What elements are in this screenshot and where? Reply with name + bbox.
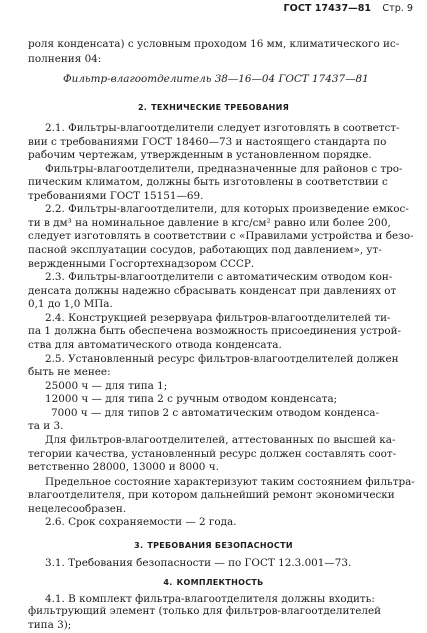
section-title	[0, 103, 427, 112]
text-line: 3.1. Требования безопасности — по ГОСТ 12.3.001—73.	[45, 556, 352, 569]
standard-number: ГОСТ 17437—81	[283, 3, 372, 14]
text-line: типа 3);	[28, 619, 72, 631]
text-line: фильтрующий элемент (только для фильтров-влагоотделителей	[28, 605, 382, 618]
text-line: 7000 ч — для типов 2 с автоматическим отводом конденса-	[51, 406, 379, 419]
text-line: влагоотделителя, при котором дальнейший ремонт экономически	[28, 489, 395, 502]
text-line: 2.1. Фильтры-влагоотделители следует изготовлять в соответст-	[45, 121, 400, 134]
text-line: 2.4. Конструкцией резервуара фильтров-влагоотделителей ти-	[45, 311, 391, 324]
text-line: пасной эксплуатации сосудов, работающих под давлением», ут-	[28, 244, 382, 257]
designation-example: Фильтр-влагоотделитель 38—16—04 ГОСТ 17437—81	[63, 73, 369, 85]
text-line: ства для автоматического отвода конденсата.	[28, 338, 282, 351]
text-line: пическим климатом, должны быть изготовлены в соответствии с	[28, 176, 388, 189]
text-line: тегории качества, установленный ресурс должен составлять соот-	[28, 447, 397, 460]
text-line: 4.1. В комплект фильтра-влагоотделителя должны входить:	[45, 592, 375, 605]
section-number: 4.	[163, 578, 173, 588]
text-line: вии с требованиями ГОСТ 18460—73 и настоящего стандарта по	[28, 135, 387, 148]
text-line: быть не менее:	[28, 366, 111, 379]
text-line: 25000 ч — для типа 1;	[45, 379, 168, 392]
text-line: па 1 должна быть обеспечена возможность присоединения устрой-	[28, 325, 402, 338]
section-heading: ТЕХНИЧЕСКИЕ ТРЕБОВАНИЯ	[151, 102, 290, 112]
section-number: 2.	[137, 102, 148, 112]
text-line: полнения 04:	[28, 53, 102, 65]
text-line: 0,1 до 1,0 МПа.	[28, 298, 113, 311]
text-line: та и 3.	[28, 420, 64, 433]
page-header	[284, 3, 413, 14]
text-line: денсата должны надежно сбрасывать конденсат при давлениях от	[28, 284, 397, 297]
text-line: Для фильтров-влагоотделителей, аттестованных по высшей ка-	[45, 433, 396, 446]
section-title	[0, 541, 427, 550]
section-heading: КОМПЛЕКТНОСТЬ	[176, 578, 264, 588]
text-line: 12000 ч — для типа 2 с ручным отводом конденсата;	[45, 393, 338, 406]
text-line: ветственно 28000, 13000 и 8000 ч.	[28, 461, 219, 474]
text-line: Фильтры-влагоотделители, предназначенные для районов с тро-	[45, 162, 403, 175]
page-number: Стр. 9	[382, 3, 413, 14]
section-title	[0, 578, 427, 587]
section-number: 3.	[134, 540, 144, 550]
text-line: Предельное состояние характеризуют таким состоянием фильтра-	[45, 475, 415, 488]
text-line: требованиями ГОСТ 15151—69.	[28, 189, 204, 202]
text-line: следует изготовлять в соответствии с «Правилами устройства и безо-	[28, 230, 414, 243]
text-line: 2.6. Срок сохраняемости — 2 года.	[45, 516, 237, 529]
text-line: 2.3. Фильтры-влагоотделители с автоматическим отводом кон-	[45, 271, 393, 284]
text-line: 2.2. Фильтры-влагоотделители, для которых произведение емкос-	[45, 203, 409, 216]
text-line: ти в дм³ на номинальное давление в кгс/см² равно или более 200,	[28, 216, 391, 229]
text-line: рабочим чертежам, утвержденным в установленном порядке.	[28, 149, 372, 162]
section-heading: ТРЕБОВАНИЯ БЕЗОПАСНОСТИ	[147, 540, 293, 550]
text-line: вержденными Госгортехнадзором СССР.	[28, 257, 255, 270]
text-line: нецелесообразен.	[28, 502, 127, 515]
text-line: 2.5. Установленный ресурс фильтров-влагоотделителей должен	[45, 352, 399, 365]
text-line: роля конденсата) с условным проходом 16 мм, климатического ис-	[28, 38, 400, 50]
